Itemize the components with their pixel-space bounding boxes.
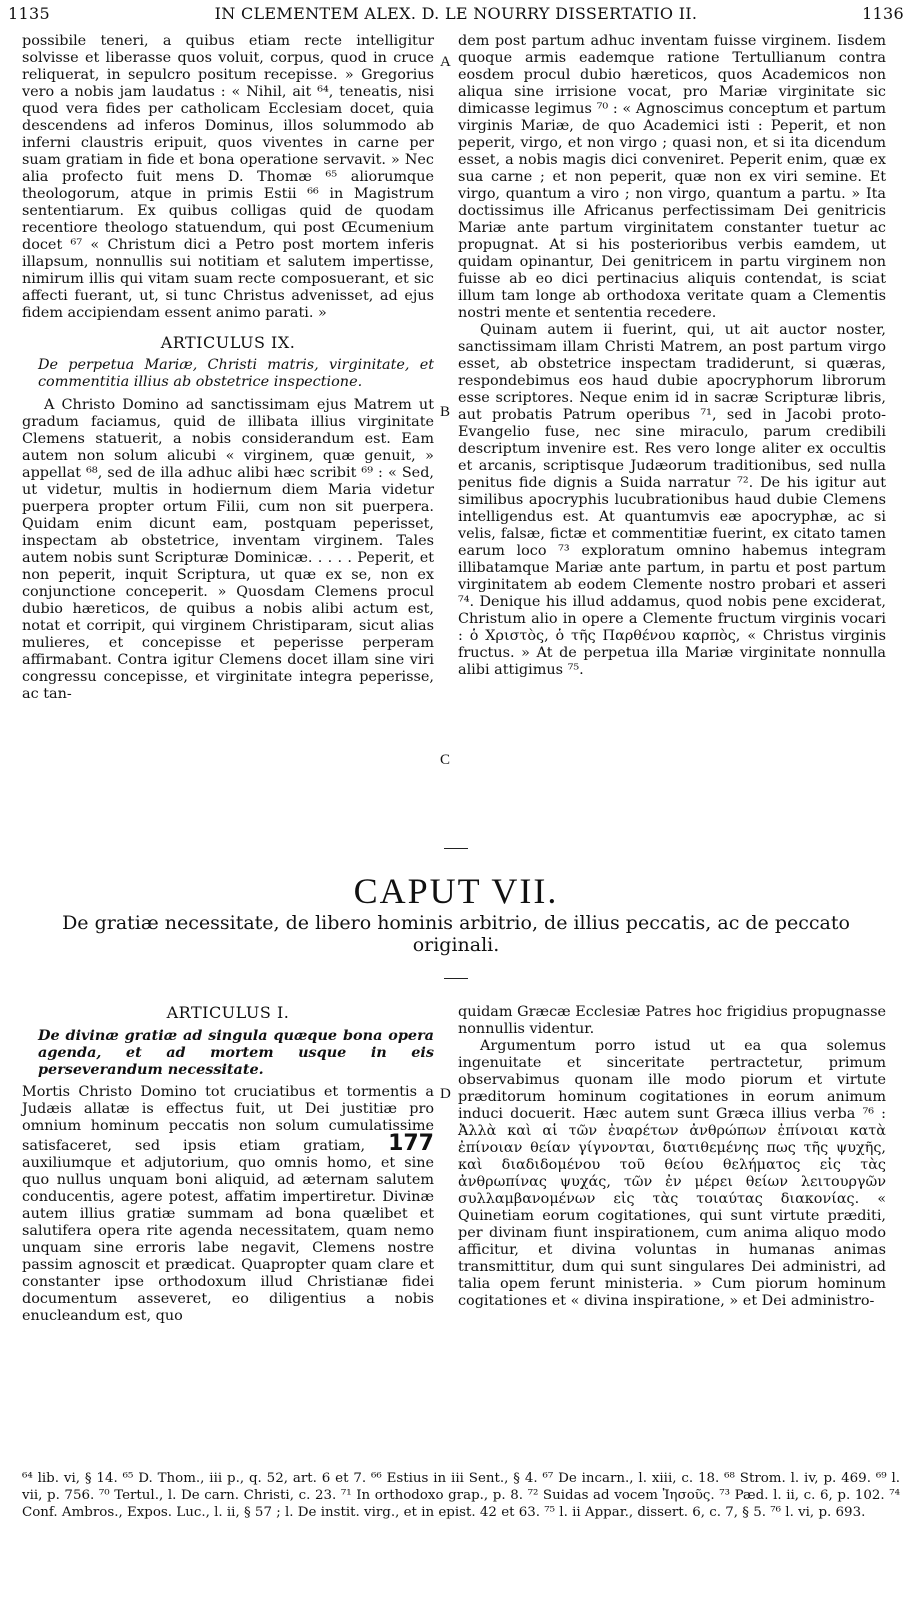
column-marker-b: B	[440, 404, 451, 420]
footnotes: ⁶⁴ lib. vi, § 14. ⁶⁵ D. Thom., iii p., q. 52, art. 6 et 7. ⁶⁶ Estius in iii Sent., § 4. ⁶⁷ De incarn., l. xiii, c. 18. ⁶⁸ Strom. l. iv, p. 469. ⁶⁹ l. vii, p. 756. ⁷⁰ Tertul., l. De carn. Christi, c. 23. ⁷¹ In orthodoxo grap., p. 8. ⁷² Suidas ad vocem Ἰησοῦς. ⁷³ Pæd. l. ii, c. 6, p. 102. ⁷⁴ Conf. Ambros., Expos. Luc., l. ii, § 57 ; l. De instit. virg., et in epist. 42 et 63. ⁷⁵ l. ii Appar., dissert. 6, c. 7, § 5. ⁷⁶ l. vi, p. 693.	[22, 1471, 900, 1520]
article-subtitle: De divinæ gratiæ ad singula quæque bona opera agenda, et ad mortem usque in eis perseverandum necessitate.	[38, 1027, 434, 1078]
page-number-right: 1136	[862, 4, 904, 23]
paragraph: dem post partum adhuc inventam fuisse virginem. Iisdem quoque armis eademque ratione Tertullianum contra eosdem procul dubio hæreticos, quos Academicos non aliqua sine irrisione vocat, pro Mariæ virginitate sic dimicasse legimus ⁷⁰ : « Agnoscimus conceptum et partum virginis Mariæ, de quo Academici isti : Peperit, et non peperit, virgo, et non virgo ; quasi non, et si ita dicendum esset, a nobis magis dici conveniret. Peperit enim, quæ ex sua carne ; et non peperit, quæ non ex viri semine. Et virgo, quantum a viro ; non virgo, quantum a partu. » Ita doctissimus ille Africanus perfectissimam Dei genitricis Mariæ ante partum virginitatem constanter tuetur ac propugnat. At si his posterioribus verbis eamdem, ut quidam opinantur, Dei genitricem in partu virginem non fuisse ab eo dici pertinacius aliquis contendat, is sciat illum tam longe ab orthodoxa veritate quam a Clementis nostri mente et sententia recedere.	[458, 33, 886, 321]
bottom-right-column	[458, 1004, 886, 1310]
paragraph-text: Mortis Christo Domino tot cruciatibus et tormentis a Judæis allatæ is effectus fuit, ut Dei justitiæ pro omnium hominum peccatis non solum cumulatissime satisfaceret, sed ipsis etiam gratiam,	[22, 1084, 434, 1154]
chapter-title: CAPUT VII.	[353, 871, 559, 911]
page-number-left: 1135	[8, 4, 50, 23]
running-head	[8, 4, 904, 28]
article-heading: ARTICULUS I.	[166, 1003, 290, 1022]
top-right-column	[458, 33, 886, 679]
top-left-column	[22, 33, 434, 703]
paragraph: quidam Græcæ Ecclesiæ Patres hoc frigidius propugnasse nonnullis videntur.	[458, 1004, 886, 1037]
article-heading: ARTICULUS IX.	[160, 333, 296, 352]
paragraph: Quinam autem ii fuerint, qui, ut ait auctor noster, sanctissimam illam Christi Matrem, an post partum virgo esset, ab obstetrice inspectam tradiderunt, si quæras, respondebimus eos haud dubie apocryphorum librorum esse scriptores. Neque enim id in sacræ Scripturæ libris, aut probatis Patrum operibus ⁷¹, sed in Jacobi proto-Evangelio fuse, nec sine miraculo, parum credibili descriptum invenire est. Res vero longe aliter ex occultis et arcanis, scriptisque Judæorum traditionibus, sed nulla penitus fide dignis a Suida narratur ⁷². De his igitur aut similibus apocryphis lucubrationibus haud dubie Clemens intelligendus est. At quantumvis eæ apocryphæ, ac si velis, falsæ, fictæ et commentitiæ fuerint, ex citato tamen earum loco ⁷³ exploratum omnino habemus integram illibatamque Mariæ ante partum, in partu et post partum virginitatem ab eodem Clemente nostro probari et asseri ⁷⁴. Denique his illud addamus, quod nobis pene exciderat, Christum alio in opere a Clemente fructum virginis vocari : ὁ Χριστὸς, ὁ τῆς Παρθένου καρπὸς, « Christus virginis fructus. » At de perpetua illa Mariæ virginitate nonnulla alibi attigimus ⁷⁵.	[458, 322, 886, 678]
chapter-subtitle: De gratiæ necessitate, de libero hominis arbitrio, de illius peccatis, ac de peccato originali.	[62, 912, 850, 956]
margin-number: 177	[388, 1131, 434, 1156]
running-head-title: IN CLEMENTEM ALEX. D. LE NOURRY DISSERTATIO II.	[214, 4, 698, 23]
paragraph: Argumentum porro istud ut ea qua solemus ingenuitate et sinceritate pertractetur, primum observabimus quonam ille modo piorum et virtute præditorum hominum cogitationes in eorum animum induci docuerit. Hæc autem sunt Græca illius verba ⁷⁶ : Ἀλλὰ καὶ αἱ τῶν ἐναρέτων ἀνθρώπων ἐπίνοιαι κατὰ ἐπίνοιαν θείαν γίγνονται, διατιθεμένης πως τῆς ψυχῆς, καὶ διαδιδομένου τοῦ θείου θελήματος εἰς τὰς ἀνθρωπίνας ψυχάς, τῶν ἐν μέρει θείων λειτουργῶν συλλαμβανομένων εἰς τὰς τοιαύτας διακονίας. « Quinetiam eorum cogitationes, qui sunt virtute præditi, per divinam fiunt inspirationem, cum anima aliquo modo afficitur, et divina voluntas in humanas animas transmittitur, dum qui sunt singulares Dei administri, ad talia opem ferunt ministeria. » Cum piorum hominum cogitationes et « divina inspiratione, » et Dei administro-	[458, 1038, 886, 1309]
column-marker-d: D	[440, 1086, 451, 1102]
divider	[444, 848, 468, 849]
paragraph: A Christo Domino ad sanctissimam ejus Matrem ut gradum faciamus, quid de illibata illius virginitate Clemens statuerit, a nobis considerandum est. Eam autem non solum alicubi « virginem, quæ genuit, » appellat ⁶⁸, sed de illa adhuc alibi hæc scribit ⁶⁹ : « Sed, ut videtur, multis in hodiernum diem Maria videtur puerpera propter ortum Filii, cum non sit puerpera. Quidam enim dicunt eam, postquam peperisset, inspectam ab obstetrice, inventam virginem. Tales autem nobis sunt Scripturæ Dominicæ. . . . . Peperit, et non peperit, inquit Scriptura, ut quæ ex se, non ex conjunctione conceperit. » Quosdam Clemens procul dubio hæreticos, de quibus a nobis alibi actum est, notat et corripit, qui virginem Christiparam, sicut alias mulieres, et concepisse et peperisse perperam affirmabant. Contra igitur Clemens docet illam sine viri congressu concepisse, et virginitate integra peperisse, ac tan-	[22, 397, 434, 702]
paragraph	[22, 1084, 434, 1325]
paragraph: possibile teneri, a quibus etiam recte intelligitur solvisse et liberasse quos voluit, corpus, quod in cruce reliquerat, in sepulcro positum recepisse. » Gregorius vero a nobis jam laudatus : « Nihil, ait ⁶⁴, teneatis, nisi quod vera fides per catholicam Ecclesiam docet, quia descendens ad inferos Dominus, illos solummodo ab inferni claustris eripuit, quos viventes in carne per suam gratiam in fide et bona operatione servavit. » Nec alia profecto fuit mens D. Thomæ ⁶⁵ aliorumque theologorum, atque in primis Estii ⁶⁶ in Magistrum sententiarum. Ex quibus colligas quid de quodam recentiore theologo statuendum, qui post Œcumenium docet ⁶⁷ « Christum dici a Petro post mortem inferis illapsum, nonnullis sui notitiam et salutem impertisse, nimirum illis qui vitam suam recte composuerant, et sic affecti fuerant, ut, si tunc Christus advenisset, ad ejus fidem accipiendam essent animo parati. »	[22, 33, 434, 321]
article-subtitle: De perpetua Mariæ, Christi matris, virginitate, et commentitia illius ab obstetrice inspectione.	[38, 357, 434, 390]
column-marker-c: C	[440, 752, 451, 768]
bottom-left-column	[22, 1004, 434, 1325]
column-marker-a: A	[440, 54, 451, 70]
paragraph-text: auxiliumque et adjutorium, quo omnis homo, et sine quo nullus unquam boni aliquid, ad æternam salutem conducentis, agere potest, affatim impertiretur. Divinæ autem illius gratiæ summam ad bona quælibet et salutifera opera rite agenda necessitatem, quam nemo unquam sine erroris labe negavit, Clemens nostre passim agnoscit et prædicat. Quapropter quam clare et constanter ipse orthodoxum illud Christianæ fidei documentum asseveret, eo diligentius a nobis enucleandum est, quo	[22, 1155, 434, 1324]
divider	[444, 978, 468, 979]
